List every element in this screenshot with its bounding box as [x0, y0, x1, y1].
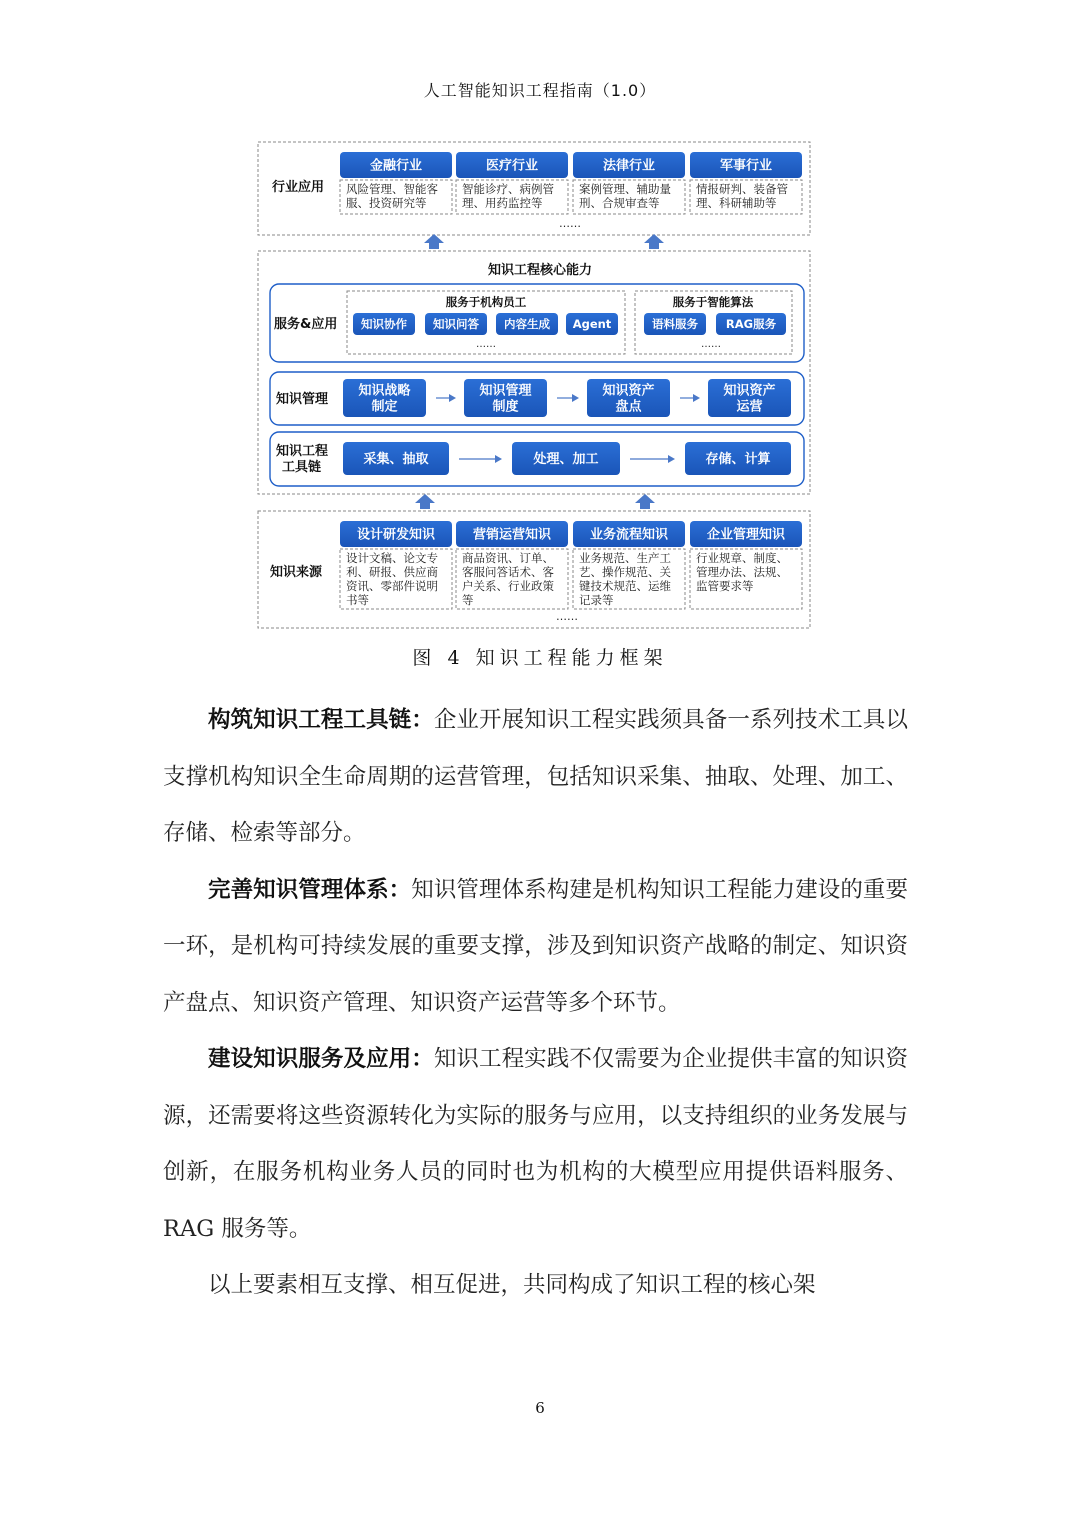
management-arrow-head — [572, 394, 579, 402]
arrow-up-icon — [635, 494, 655, 509]
industry-card-1-desc: 风险管理、智能客 — [346, 182, 438, 196]
industry-card-2-desc: 理、用药监控等 — [462, 196, 543, 210]
source-card-1-desc: 书等 — [346, 593, 369, 607]
service-algorithm-item-1-label: 语料服务 — [652, 317, 698, 332]
page-header-title: 人工智能知识工程指南（1.0） — [423, 81, 657, 100]
toolchain-step-1-label: 采集、抽取 — [363, 452, 429, 468]
source-card-2-desc: 商品资讯、订单、 — [462, 551, 554, 565]
toolchain-step-3-label: 存储、计算 — [705, 452, 771, 468]
paragraph-text: 知识管理体系构建是机构知识工程能力建设的重要一环，是机构可持续发展的重要支撑，涉及到知识资产战略的制定、知识资产盘点、知识资产管理、知识资产运营等多个环节。 — [163, 876, 908, 1016]
industry-card-3-title-label: 法律行业 — [602, 158, 656, 174]
industry-ellipsis: …… — [559, 217, 581, 230]
management-step-2-label: 制度 — [492, 399, 519, 415]
source-card-3-desc: 键技术规范、运维 — [579, 579, 671, 593]
industry-card-4-title-label: 军事行业 — [719, 158, 773, 174]
paragraph-toolchain — [163, 692, 908, 862]
arrow-up-icon — [415, 494, 435, 509]
knowledge-engineering-framework-diagram — [0, 0, 1080, 640]
service-employee-item-1-label: 知识协作 — [361, 317, 407, 332]
management-step-4-label: 知识资产 — [723, 383, 776, 399]
management-step-1-label: 知识战略 — [358, 383, 411, 399]
figure-caption: 图 4 知识工程能力框架 — [412, 647, 668, 669]
source-card-4-desc: 监管要求等 — [696, 579, 754, 593]
management-step-2-label: 知识管理 — [479, 383, 532, 399]
source-card-1-desc: 设计文稿、论文专 — [346, 551, 438, 565]
toolchain-arrow-head — [668, 455, 675, 463]
management-step-3-label: 知识资产 — [602, 383, 655, 399]
industry-card-1-title-label: 金融行业 — [369, 158, 423, 174]
service-algorithm-ellipsis: …… — [701, 339, 721, 350]
industry-card-4-desc: 理、科研辅助等 — [696, 196, 777, 210]
industry-card-3-desc: 案例管理、辅助量 — [579, 182, 671, 196]
paragraph-text: 企业开展知识工程实践须具备一系列技术工具以支撑机构知识全生命周期的运营管理，包括知识采集、抽取、处理、加工、存储、检索等部分。 — [163, 707, 908, 846]
paragraph-service — [163, 1031, 908, 1257]
source-card-1-title-label: 设计研发知识 — [356, 527, 436, 543]
service-algorithm-title: 服务于智能算法 — [672, 295, 754, 309]
source-card-4-title-label: 企业管理知识 — [706, 527, 786, 543]
source-card-3-desc: 业务规范、生产工 — [579, 551, 671, 565]
source-card-2-desc: 客服问答话术、客 — [462, 565, 554, 579]
industry-card-2-title-label: 医疗行业 — [485, 158, 539, 174]
source-card-4-desc: 管理办法、法规、 — [696, 565, 788, 579]
service-employee-item-4-label: Agent — [572, 317, 612, 332]
source-card-1-desc: 资讯、零部件说明 — [346, 579, 438, 593]
industry-card-1-desc: 服、投资研究等 — [346, 196, 427, 210]
source-card-4-desc: 行业规章、制度、 — [696, 551, 788, 565]
management-arrow-head — [449, 394, 456, 402]
paragraph-text: 以上要素相互支撑、相互促进，共同构成了知识工程的核心架 — [208, 1272, 816, 1298]
service-label: 服务&应用 — [274, 317, 338, 332]
body-text — [163, 692, 908, 1314]
source-card-2-desc: 等 — [462, 593, 474, 607]
source-card-3-title-label: 业务流程知识 — [589, 527, 669, 543]
paragraph-management — [163, 862, 908, 1032]
management-step-1-label: 制定 — [371, 399, 398, 415]
service-employee-item-3-label: 内容生成 — [504, 317, 550, 332]
source-card-2-desc: 户关系、行业政策 — [462, 579, 554, 593]
arrow-up-icon — [424, 234, 444, 249]
source-label: 知识来源 — [270, 565, 323, 580]
paragraph-text: 知识工程实践不仅需要为企业提供丰富的知识资源，还需要将这些资源转化为实际的服务与应用，以支持组织的业务发展与创新，在服务机构业务人员的同时也为机构的大模型应用提供语料服务、RAG 服务等。 — [163, 1046, 908, 1242]
management-arrow-head — [693, 394, 700, 402]
management-step-4-label: 运营 — [736, 399, 763, 415]
service-employee-title: 服务于机构员工 — [445, 295, 527, 309]
paragraph-lead: 完善知识管理体系： — [208, 876, 412, 903]
service-employee-item-2-label: 知识问答 — [433, 317, 479, 332]
source-card-3-desc: 记录等 — [579, 593, 614, 607]
industry-card-2-desc: 智能诊疗、病例管 — [462, 182, 554, 196]
source-ellipsis: …… — [556, 610, 578, 623]
service-algorithm-item-2-label: RAG服务 — [725, 317, 777, 332]
management-label: 知识管理 — [276, 392, 329, 407]
arrow-up-icon — [644, 234, 664, 249]
toolchain-label: 工具链 — [282, 460, 322, 475]
industry-label: 行业应用 — [272, 180, 325, 195]
source-card-3-desc: 艺、操作规范、关 — [579, 565, 671, 579]
service-employee-ellipsis: …… — [476, 339, 496, 350]
source-card-1-desc: 利、研报、供应商 — [346, 565, 438, 579]
industry-card-3-desc: 刑、合规审查等 — [579, 196, 660, 210]
paragraph-lead: 构筑知识工程工具链： — [208, 707, 434, 733]
toolchain-step-2-label: 处理、加工 — [533, 452, 599, 468]
management-step-3-label: 盘点 — [615, 399, 642, 415]
source-card-2-title-label: 营销运营知识 — [472, 527, 552, 543]
toolchain-label: 知识工程 — [276, 444, 329, 459]
toolchain-arrow-head — [495, 455, 502, 463]
core-title: 知识工程核心能力 — [487, 263, 593, 278]
page-number: 6 — [535, 1399, 545, 1417]
paragraph-lead: 建设知识服务及应用： — [208, 1046, 434, 1072]
industry-card-4-desc: 情报研判、装备管 — [696, 182, 788, 196]
paragraph-summary — [163, 1257, 908, 1314]
